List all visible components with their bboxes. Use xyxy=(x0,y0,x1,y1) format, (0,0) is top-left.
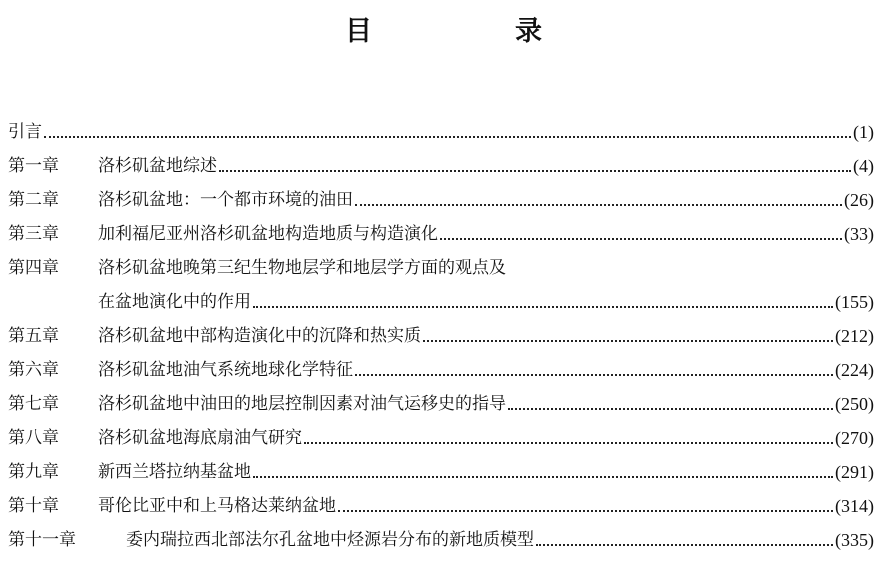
toc-entry-chapter-6[interactable] xyxy=(8,353,874,387)
dot-leader xyxy=(253,285,833,319)
dot-leader xyxy=(44,115,851,149)
toc-entry-title: 洛杉矶盆地：一个都市环境的油田 xyxy=(98,190,353,210)
toc-entry-title: 引言 xyxy=(8,122,42,142)
toc-chapter-number: 第九章 xyxy=(8,462,59,482)
toc-chapter-number: 第二章 xyxy=(8,190,59,210)
dot-leader xyxy=(219,149,851,183)
toc-entry-chapter-3[interactable] xyxy=(8,217,874,251)
toc-entry-page: (26) xyxy=(844,190,874,210)
toc-entry-title-continued: 在盆地演化中的作用 xyxy=(98,292,251,312)
toc-entry-page: (1) xyxy=(853,122,874,142)
table-of-contents xyxy=(8,115,874,557)
toc-entry-page: (155) xyxy=(835,292,874,312)
toc-entry-title: 洛杉矶盆地中油田的地层控制因素对油气运移史的指导 xyxy=(98,394,506,414)
dot-leader xyxy=(536,523,833,557)
toc-entry-page: (4) xyxy=(853,156,874,176)
toc-chapter-number: 第三章 xyxy=(8,224,59,244)
toc-entry-chapter-2[interactable] xyxy=(8,183,874,217)
toc-entry-page: (291) xyxy=(835,462,874,482)
toc-entry-page: (212) xyxy=(835,326,874,346)
toc-entry-page: (250) xyxy=(835,394,874,414)
toc-chapter-number: 第十一章 xyxy=(8,530,76,550)
dot-leader xyxy=(355,183,842,217)
dot-leader xyxy=(508,387,833,421)
dot-leader xyxy=(253,455,833,489)
toc-entry-chapter-1[interactable] xyxy=(8,149,874,183)
toc-entry-chapter-10[interactable] xyxy=(8,489,874,523)
dot-leader xyxy=(440,217,842,251)
toc-entry-chapter-5[interactable] xyxy=(8,319,874,353)
page-title: 目 录 xyxy=(345,16,600,47)
toc-entry-chapter-4[interactable] xyxy=(8,251,874,285)
toc-entry-chapter-9[interactable] xyxy=(8,455,874,489)
toc-entry-title: 委内瑞拉西北部法尔孔盆地中烃源岩分布的新地质模型 xyxy=(126,530,534,550)
toc-entry-title: 洛杉矶盆地中部构造演化中的沉降和热实质 xyxy=(98,326,421,346)
toc-chapter-number: 第六章 xyxy=(8,360,59,380)
toc-chapter-number: 第十章 xyxy=(8,496,59,516)
toc-entry-chapter-11[interactable] xyxy=(8,523,874,557)
toc-entry-page: (314) xyxy=(835,496,874,516)
toc-chapter-number: 第五章 xyxy=(8,326,59,346)
toc-entry-page: (224) xyxy=(835,360,874,380)
dot-leader xyxy=(355,353,833,387)
toc-chapter-number: 第八章 xyxy=(8,428,59,448)
toc-entry-title: 加利福尼亚州洛杉矶盆地构造地质与构造演化 xyxy=(98,224,438,244)
toc-entry-intro[interactable] xyxy=(8,115,874,149)
toc-chapter-number: 第一章 xyxy=(8,156,59,176)
toc-chapter-number: 第四章 xyxy=(8,258,59,278)
toc-chapter-number: 第七章 xyxy=(8,394,59,414)
toc-entry-page: (33) xyxy=(844,224,874,244)
toc-entry-title: 哥伦比亚中和上马格达莱纳盆地 xyxy=(98,496,336,516)
dot-leader xyxy=(304,421,833,455)
toc-entry-title: 洛杉矶盆地海底扇油气研究 xyxy=(98,428,302,448)
toc-entry-title: 洛杉矶盆地油气系统地球化学特征 xyxy=(98,360,353,380)
toc-entry-title: 洛杉矶盆地晚第三纪生物地层学和地层学方面的观点及 xyxy=(98,258,506,278)
toc-entry-title: 洛杉矶盆地综述 xyxy=(98,156,217,176)
toc-entry-chapter-4-continued[interactable] xyxy=(8,285,874,319)
toc-entry-chapter-7[interactable] xyxy=(8,387,874,421)
toc-entry-title: 新西兰塔拉纳基盆地 xyxy=(98,462,251,482)
toc-entry-page: (270) xyxy=(835,428,874,448)
toc-entry-chapter-8[interactable] xyxy=(8,421,874,455)
toc-entry-page: (335) xyxy=(835,530,874,550)
dot-leader xyxy=(338,489,833,523)
dot-leader xyxy=(423,319,833,353)
